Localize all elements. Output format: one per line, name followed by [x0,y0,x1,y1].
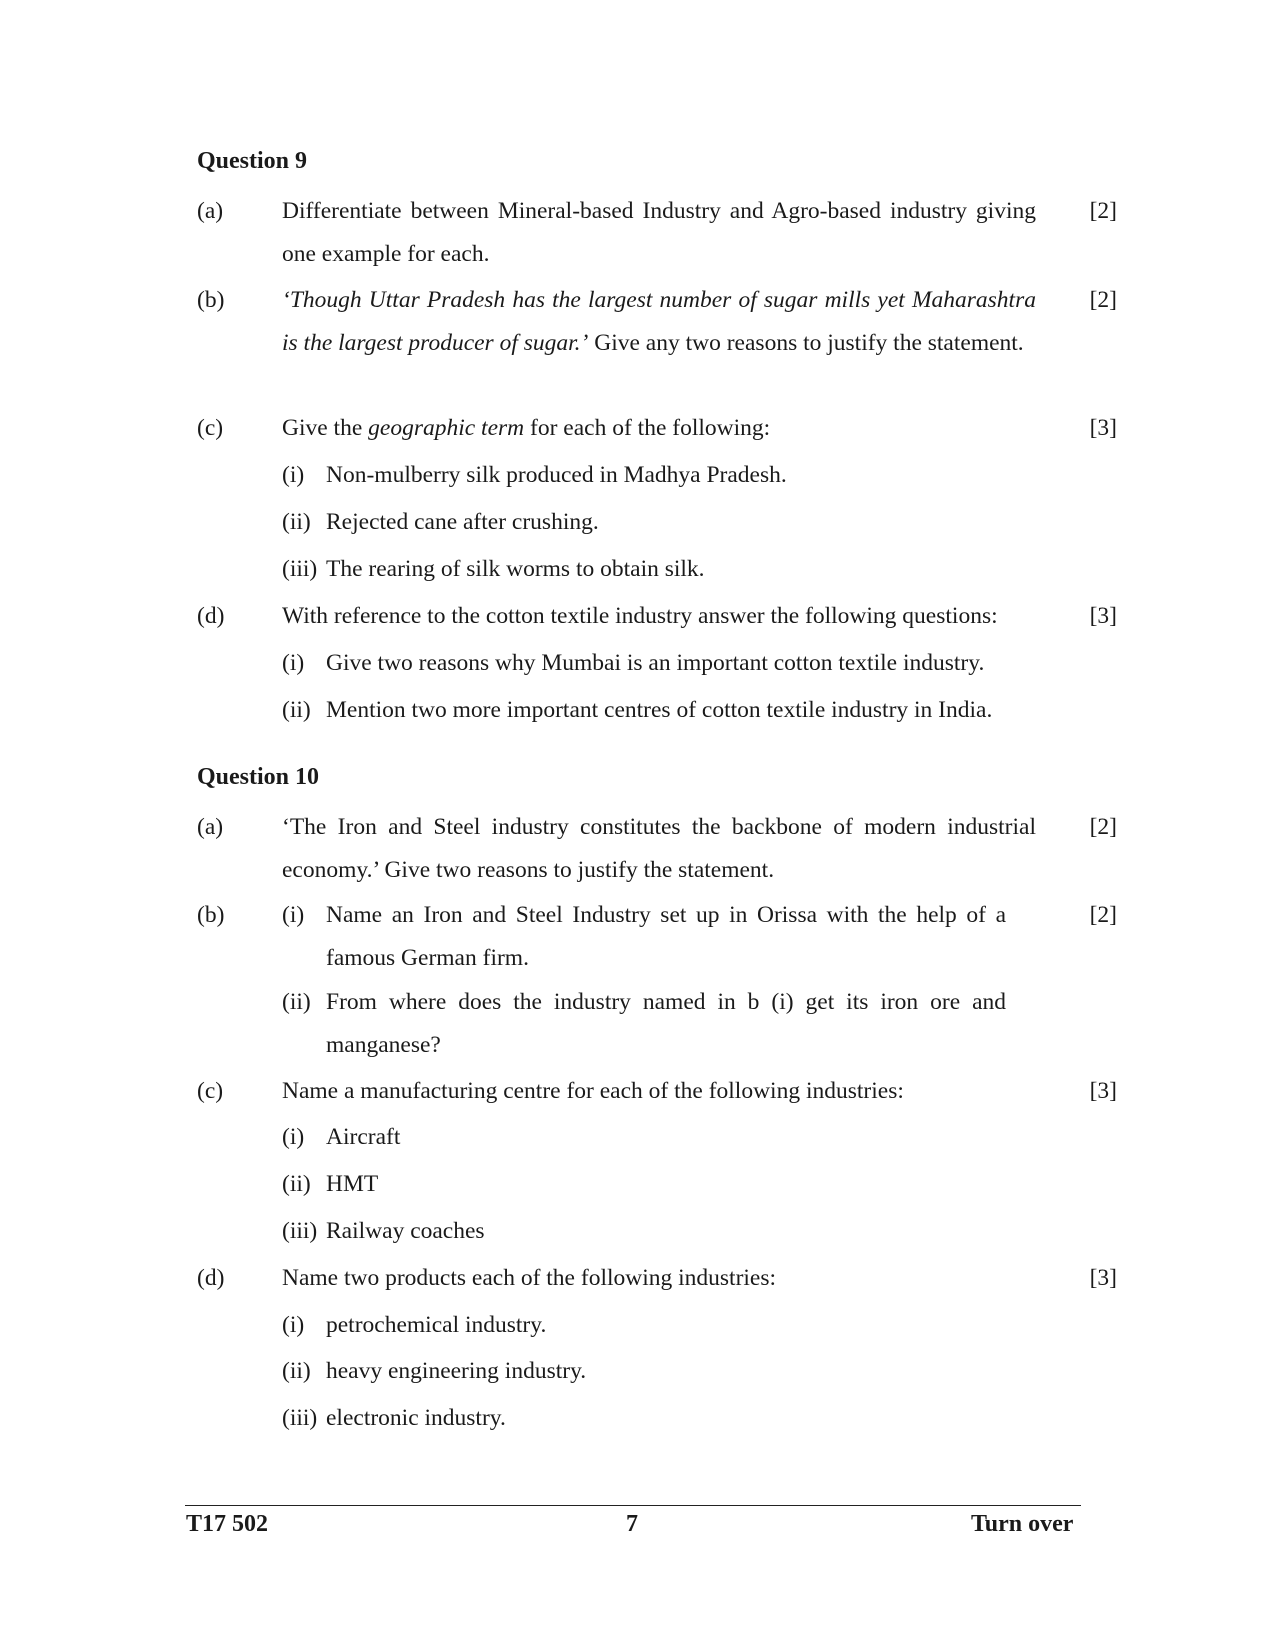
item-number: (iii) [282,556,318,582]
item-text: The rearing of silk worms to obtain silk. [326,556,705,582]
item-number: (ii) [282,1171,311,1197]
item-number: (ii) [282,989,311,1015]
footer-divider [185,1505,1081,1506]
paper-code: T17 502 [186,1511,269,1537]
item-text: heavy engineering industry. [326,1358,587,1384]
turn-over-label: Turn over [971,1511,1074,1537]
marks: [2] [1089,287,1117,313]
item-number: (i) [282,1312,305,1338]
item-text: From where does the industry named in b (i) get its iron ore and manganese? [326,989,1006,1058]
item-text: Railway coaches [326,1218,485,1244]
marks: [3] [1089,1265,1117,1291]
item-text: electronic industry. [326,1405,506,1431]
question-10-heading: Question 10 [197,764,320,790]
item-text: petrochemical industry. [326,1312,547,1338]
item-number: (ii) [282,697,311,723]
geographic-term: geographic term [368,415,525,441]
text-post: for each of the following: [524,415,771,441]
marks: [2] [1089,198,1117,224]
item-text: Non-mulberry silk produced in Madhya Pradesh. [326,462,787,488]
item-number: (i) [282,650,305,676]
part-label: (a) [197,198,224,224]
item-text: HMT [326,1171,379,1197]
part-text [282,407,1036,450]
part-text: ‘The Iron and Steel industry constitutes the backbone of modern industrial economy.’ Give two reasons to justify the statement. [282,814,1036,883]
question-9-heading: Question 9 [197,148,308,174]
part-label: (c) [197,415,224,441]
part-text: With reference to the cotton textile industry answer the following questions: [282,603,998,629]
item-text: Name an Iron and Steel Industry set up in Orissa with the help of a famous German firm. [326,902,1006,971]
item-text: Give two reasons why Mumbai is an important cotton textile industry. [326,650,985,676]
part-label: (b) [197,902,225,928]
item-text: Rejected cane after crushing. [326,509,599,535]
text-pre: Give the [282,415,369,441]
part-label: (c) [197,1078,224,1104]
part-label: (d) [197,603,225,629]
item-text: Mention two more important centres of cotton textile industry in India. [326,697,993,723]
marks: [2] [1089,814,1117,840]
part-text: Name a manufacturing centre for each of the following industries: [282,1078,904,1104]
part-label: (a) [197,814,224,840]
part-text: Differentiate between Mineral-based Industry and Agro-based industry giving one example for each. [282,198,1036,267]
item-number: (i) [282,462,305,488]
item-text: Aircraft [326,1124,401,1150]
item-number: (i) [282,1124,305,1150]
item-number: (ii) [282,509,311,535]
marks: [3] [1089,1078,1117,1104]
item-number: (ii) [282,1358,311,1384]
part-text [282,279,1036,365]
part-label: (d) [197,1265,225,1291]
instruction: Give any two reasons to justify the statement. [588,330,1024,356]
item-number: (iii) [282,1405,318,1431]
marks: [3] [1089,415,1117,441]
part-label: (b) [197,287,225,313]
page-number: 7 [626,1511,638,1537]
marks: [3] [1089,603,1117,629]
part-text: Name two products each of the following industries: [282,1265,777,1291]
item-number: (iii) [282,1218,318,1244]
item-number: (i) [282,902,305,928]
marks: [2] [1089,902,1117,928]
quoted-statement: ‘Though Uttar Pradesh has the largest number of sugar mills yet Maharashtra is the largest producer of sugar.’ [282,287,1036,356]
